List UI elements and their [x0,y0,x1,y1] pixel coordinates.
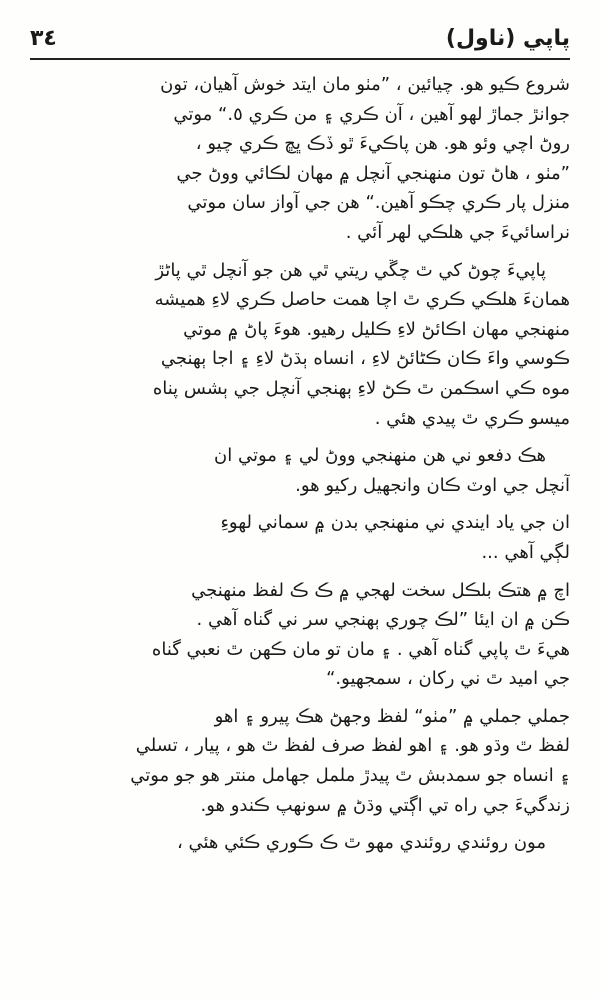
paragraph-gap [30,820,570,828]
text-line: موه ڪي اسڪمن ٿ ڪڻ لاءِ ٻهنجي آنچل جي ٻشس پناه [152,377,570,399]
paragraph-gap [30,500,570,508]
page-number: ٣٤ [30,25,57,51]
text-line: ان جي ياد ايندي ني منهنجي بدن ۾ سماني لهوءِ [220,512,570,534]
text-line: ڪوسي واءَ ڪان ڪڻائڻ لاءِ ، انساه ٻڌڻ لاءِ ۽ اجا ٻهنجي [160,348,570,370]
paragraph [30,828,570,858]
paragraph-gap [30,568,570,576]
text-line: مون روئندي روئندي مهو ٿ ڪ ڪوري ڪئي هئي ، [176,832,546,854]
text-line: جي اميد ٿ ني رکان ، سمجهيو.“ [326,668,570,690]
text-line: جملي جملي ۾ ”مٺو“ لفظ وجهڻ هڪ پيرو ۽ اهو [214,705,570,727]
paragraph [30,256,570,434]
paragraph [30,441,570,500]
text-line: روڻ اچي وئو هو. هن پاڪيءَ ٿو ڏڪ ڀڇ ڪري چيو ، [195,133,570,155]
running-title: پاپي (ناول) [445,25,570,51]
text-line: اچ ۾ هتڪ بلڪل سخت لهجي ۾ ڪ ڪ لفظ منهنجي [191,579,570,601]
text-line: هڪ دفعو ني هن منهنجي ووڻ لي ۽ موتي ان [214,445,546,467]
text-line: لفظ ٿ وڌو هو. ۽ اهو لفظ صرف لفظ ٿ هو ، پيار ، تسلي [135,735,570,757]
text-line: ڪن ۾ ان ايئا ”لڪ چوري ٻهنجي سر ني گناه آهي . [196,609,570,631]
text-line: ۽ انساه جو سمدبش ٿ پيدڙ ململ جهامل منتر هو جو موتي [130,765,570,787]
text-line: لڳي آهي ... [481,541,570,563]
text-line: زندگيءَ جي راه تي اڳتي وڌڻ ۾ سونهپ ڪندو هو. [200,794,570,816]
page-header [30,22,570,54]
paragraph-gap [30,433,570,441]
text-line: ميسو ڪري ٿ پيدي هئي . [374,407,570,429]
paragraph [30,70,570,248]
paragraph [30,702,570,820]
text-line: آنچل جي اوٽ ڪان وانجهيل رکيو هو. [295,474,570,496]
text-line: ”مٺو ، هاڻ تون منهنجي آنچل ۾ مهان لڪائي ووڻ جي [176,162,570,184]
text-line: منهنجي مهان اڪائڻ لاءِ ڪليل رهيو. هوءَ پاڻ ۾ موتي [183,318,570,340]
text-line: هيءَ ٿ پاپي گناه آهي . ۽ مان تو مان ڪهن ٿ نعبي گناه [151,638,570,660]
paragraph-gap [30,694,570,702]
paragraph-gap [30,248,570,256]
paragraph [30,576,570,694]
header-rule [30,58,570,60]
text-line: نراسائيءَ جي هلڪي لهر آئي . [345,221,570,243]
text-line: شروع ڪيو هو. چيائين ، ”مٺو مان ايتد خوش آهيان، تون [160,74,570,95]
paragraph [30,508,570,567]
text-line: همانءَ هلڪي ڪري ٿ اچا همت حاصل ڪري لاءِ هميشه [154,289,570,311]
text-line: جوانڙ جماڙ لهو آهين ، آن ڪري ۽ من ڪري ٥.“ موتي [173,103,570,125]
text-line: پاپيءَ چوڻ کي ٿ چڱي ريتي ٿي هن جو آنچل ٿي پاڻڙ [155,259,546,281]
body-text [30,70,570,858]
text-line: منزل پار ڪري چڪو آهين.“ هن جي آواز سان موتي [187,192,570,214]
